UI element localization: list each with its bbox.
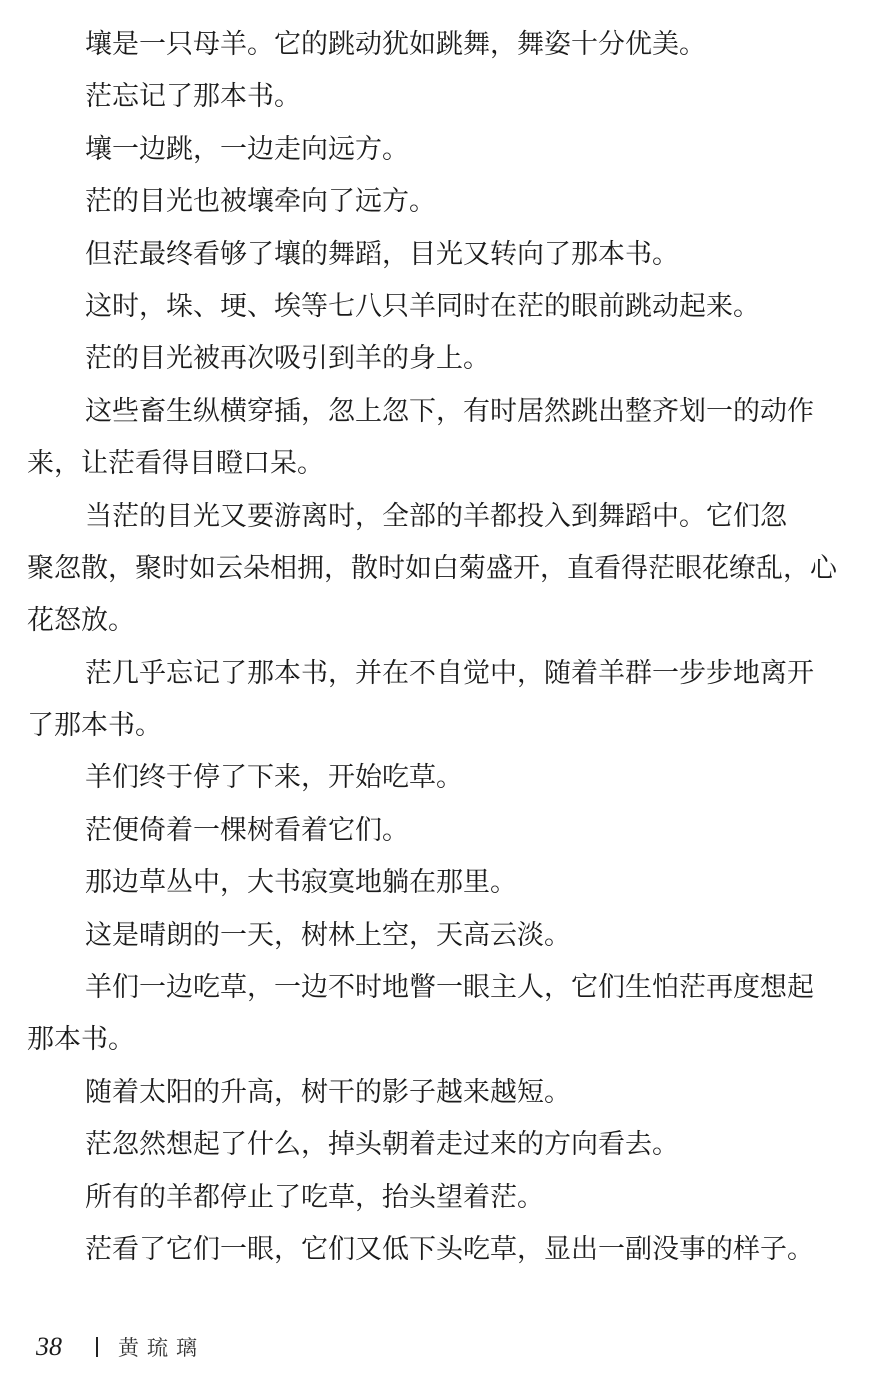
text-line: 茫便倚着一棵树看着它们。 bbox=[85, 814, 409, 846]
text-line: 但茫最终看够了壤的舞蹈，目光又转向了那本书。 bbox=[85, 238, 679, 270]
paragraph bbox=[27, 491, 845, 648]
paragraph bbox=[27, 1119, 845, 1171]
text-line: 茫的目光也被壤牵向了远方。 bbox=[85, 186, 436, 218]
text-line: 那边草丛中，大书寂寞地躺在那里。 bbox=[85, 867, 517, 899]
text-line: 那本书。 bbox=[27, 1024, 135, 1056]
paragraph bbox=[27, 1224, 845, 1276]
text-line: 羊们一边吃草，一边不时地瞥一眼主人，它们生怕茫再度想起 bbox=[85, 972, 814, 1004]
paragraph bbox=[27, 124, 845, 176]
text-line: 这时，垛、埂、埃等七八只羊同时在茫的眼前跳动起来。 bbox=[85, 290, 760, 322]
text-line: 这是晴朗的一天，树林上空，天高云淡。 bbox=[85, 919, 571, 951]
paragraph bbox=[27, 752, 845, 804]
paragraph bbox=[27, 281, 845, 333]
paragraph bbox=[27, 1067, 845, 1119]
text-line: 来，让茫看得目瞪口呆。 bbox=[27, 448, 324, 480]
text-line: 所有的羊都停止了吃草，抬头望着茫。 bbox=[85, 1181, 544, 1213]
text-line: 茫几乎忘记了那本书，并在不自觉中，随着羊群一步步地离开 bbox=[85, 657, 814, 689]
text-line: 花怒放。 bbox=[27, 605, 135, 637]
text-line: 茫的目光被再次吸引到羊的身上。 bbox=[85, 343, 490, 375]
text-line: 茫忽然想起了什么，掉头朝着走过来的方向看去。 bbox=[85, 1129, 679, 1161]
paragraph bbox=[27, 857, 845, 909]
page-number: 38 bbox=[36, 1332, 62, 1361]
text-line: 壤是一只母羊。它的跳动犹如跳舞，舞姿十分优美。 bbox=[85, 29, 706, 60]
paragraph bbox=[27, 648, 845, 753]
text-line: 茫忘记了那本书。 bbox=[85, 81, 301, 113]
footer-divider bbox=[96, 1337, 98, 1357]
text-line: 羊们终于停了下来，开始吃草。 bbox=[85, 762, 463, 794]
paragraph bbox=[27, 386, 845, 491]
paragraph bbox=[27, 333, 845, 385]
paragraph bbox=[27, 229, 845, 281]
paragraph bbox=[27, 71, 845, 123]
body-text bbox=[27, 19, 845, 1276]
text-line: 茫看了它们一眼，它们又低下头吃草，显出一副没事的样子。 bbox=[85, 1233, 814, 1265]
text-line: 壤一边跳，一边走向远方。 bbox=[85, 133, 409, 165]
paragraph bbox=[27, 19, 845, 71]
paragraph bbox=[27, 962, 845, 1067]
text-line: 聚忽散，聚时如云朵相拥，散时如白菊盛开，直看得茫眼花缭乱，心 bbox=[27, 552, 837, 584]
paragraph bbox=[27, 176, 845, 228]
text-line: 当茫的目光又要游离时，全部的羊都投入到舞蹈中。它们忽 bbox=[85, 500, 787, 532]
paragraph bbox=[27, 1172, 845, 1224]
paragraph bbox=[27, 805, 845, 857]
text-line: 随着太阳的升高，树干的影子越来越短。 bbox=[85, 1076, 571, 1108]
author-name: 黄琉璃 bbox=[118, 1336, 205, 1360]
page-footer bbox=[36, 1332, 205, 1362]
text-line: 了那本书。 bbox=[27, 710, 162, 742]
paragraph bbox=[27, 910, 845, 962]
text-line: 这些畜生纵横穿插，忽上忽下，有时居然跳出整齐划一的动作 bbox=[85, 395, 814, 427]
